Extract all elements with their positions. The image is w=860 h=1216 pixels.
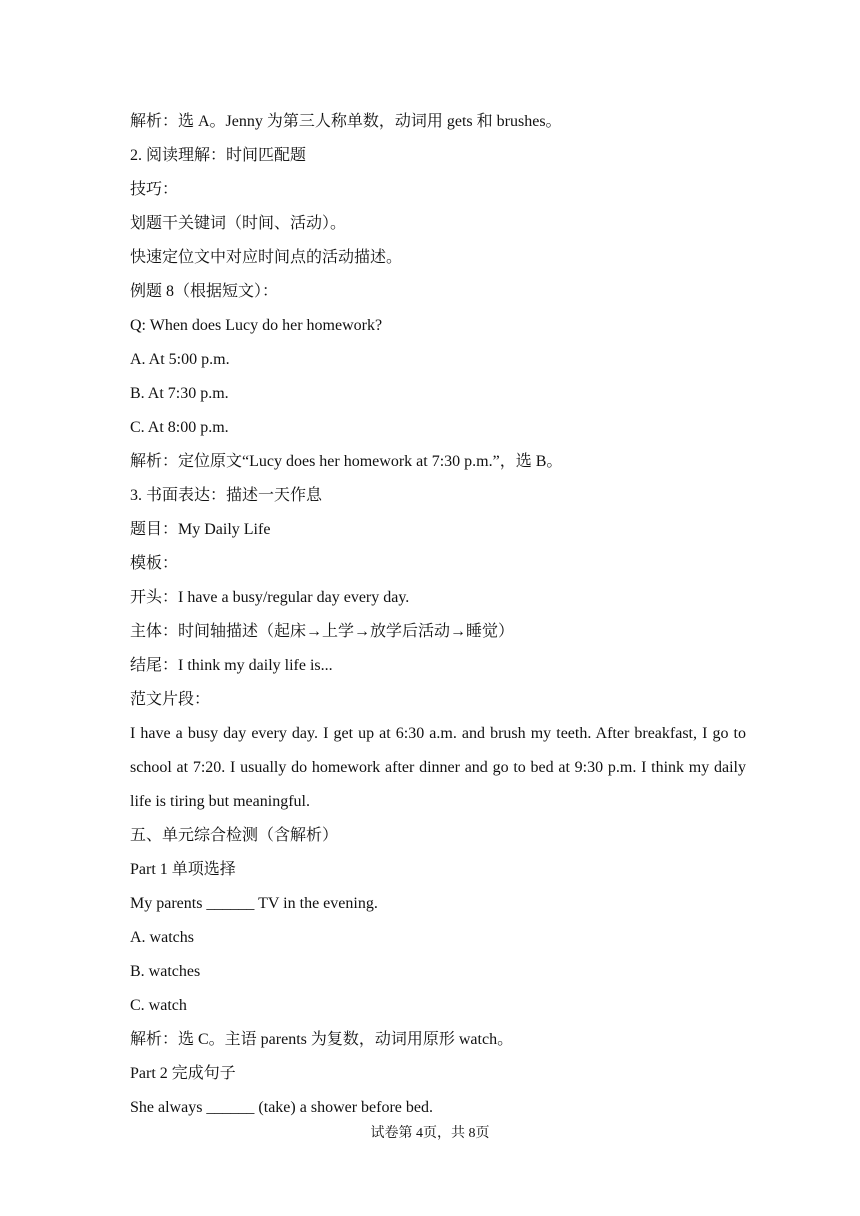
section-heading-reading: 2. 阅读理解：时间匹配题 bbox=[130, 147, 307, 164]
part-1-heading: Part 1 单项选择 bbox=[130, 861, 236, 878]
section-heading-unit-test: 五、单元综合检测（含解析） bbox=[130, 827, 339, 844]
option-c: C. At 8:00 p.m. bbox=[130, 419, 229, 436]
sample-paragraph: I have a busy day every day. I get up at 6:30 a.m. and brush my teeth. After breakfast, I go to school at 7:20. I usually do homework after dinner and go to bed at 9:30 p.m. I think my daily life is tiring but meaningful. bbox=[130, 725, 746, 810]
answer-explanation-8: 解析：定位原文“Lucy does her homework at 7:30 p.m.”，选 B。 bbox=[130, 453, 563, 470]
part-1-option-a: A. watchs bbox=[130, 929, 194, 946]
page-footer: 试卷第 4页，共 8页 bbox=[370, 1126, 490, 1141]
part-1-explanation: 解析：选 C。主语 parents 为复数，动词用原形 watch。 bbox=[130, 1031, 514, 1048]
part-1-option-c: C. watch bbox=[130, 997, 187, 1014]
tip-item-2: 快速定位文中对应时间点的活动描述。 bbox=[130, 249, 403, 266]
writing-topic: 题目：My Daily Life bbox=[130, 521, 271, 538]
template-body: 主体：时间轴描述（起床→上学→放学后活动→睡觉） bbox=[130, 623, 515, 640]
question-text: Q: When does Lucy do her homework? bbox=[130, 317, 383, 334]
sample-label: 范文片段： bbox=[130, 691, 211, 708]
option-b: B. At 7:30 p.m. bbox=[130, 385, 229, 402]
tip-item-1: 划题干关键词（时间、活动）。 bbox=[130, 215, 347, 232]
section-heading-writing: 3. 书面表达：描述一天作息 bbox=[130, 487, 323, 504]
part-2-question: She always ______ (take) a shower before bed. bbox=[130, 1099, 434, 1116]
answer-explanation-7: 解析：选 A。Jenny 为第三人称单数，动词用 gets 和 brushes。 bbox=[130, 113, 562, 130]
template-label: 模板： bbox=[130, 555, 179, 572]
example-8-heading: 例题 8（根据短文）： bbox=[130, 283, 279, 300]
template-ending: 结尾：I think my daily life is... bbox=[130, 657, 333, 674]
tips-label: 技巧： bbox=[130, 181, 179, 198]
part-1-question: My parents ______ TV in the evening. bbox=[130, 895, 378, 912]
page-content bbox=[130, 105, 750, 1125]
part-2-heading: Part 2 完成句子 bbox=[130, 1065, 236, 1082]
template-opening: 开头：I have a busy/regular day every day. bbox=[130, 589, 410, 606]
option-a: A. At 5:00 p.m. bbox=[130, 351, 230, 368]
part-1-option-b: B. watches bbox=[130, 963, 201, 980]
